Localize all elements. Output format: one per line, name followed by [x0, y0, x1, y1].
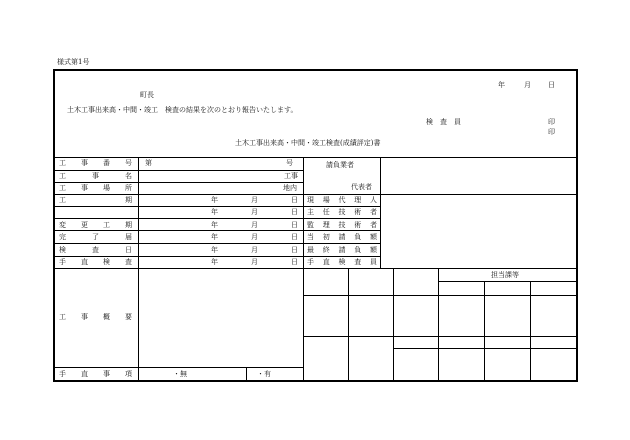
- label-column-line: [138, 157, 139, 380]
- date-month-label: 月: [524, 81, 531, 89]
- label-part: 工: [59, 172, 66, 180]
- date-month: 月: [251, 208, 258, 216]
- work-number-prefix: 第: [145, 159, 152, 167]
- frame-left: [53, 69, 55, 381]
- label-part: 技: [338, 208, 346, 216]
- date-year: 年: [211, 246, 218, 254]
- label-part: 負: [354, 233, 362, 241]
- label-part: 手: [307, 258, 314, 266]
- label-part: 工: [59, 313, 66, 321]
- date-day-label: 日: [548, 81, 555, 89]
- row-line: [53, 218, 380, 219]
- correction-none-option: ・無: [173, 370, 187, 378]
- date-day: 日: [291, 246, 298, 254]
- row-line: [53, 206, 380, 207]
- contractor-label: 請負業者: [326, 161, 354, 169]
- staff-header-line: [438, 281, 577, 282]
- label-part: 技: [338, 221, 346, 229]
- row-line: [53, 367, 303, 368]
- label-part: 概: [103, 313, 110, 321]
- row-label-correction-inspection: [59, 258, 132, 267]
- row-label-inspection-date: [59, 246, 132, 255]
- site-agent-label: [307, 196, 377, 205]
- form-number: 様式第1号: [57, 58, 90, 66]
- label-part: 理: [322, 221, 330, 229]
- label-part: 任: [322, 208, 330, 216]
- label-part: 初: [322, 233, 330, 241]
- label-part: 負: [354, 246, 362, 254]
- table-top-line: [53, 157, 577, 158]
- label-part: 事: [103, 370, 110, 378]
- correction-exists-option: ・有: [257, 370, 271, 378]
- row-label-construction-period: [59, 196, 132, 205]
- row-label-work-name: [59, 172, 132, 181]
- grid-column-line: [530, 281, 531, 380]
- frame-right: [576, 69, 578, 381]
- chief-engineer-label: [307, 208, 377, 217]
- grid-column-line: [438, 268, 439, 380]
- label-part: 者: [370, 221, 377, 229]
- supervising-engineer-label: [307, 221, 377, 230]
- row-line: [53, 256, 380, 257]
- label-part: 術: [354, 221, 362, 229]
- label-part: 当: [307, 233, 314, 241]
- final-contract-amount-label: [307, 246, 377, 255]
- row-line: [53, 182, 303, 183]
- label-part: 者: [370, 208, 377, 216]
- row-label-changed-period: [59, 221, 132, 230]
- label-part: 員: [370, 258, 377, 266]
- label-part: 事: [81, 313, 88, 321]
- row-label-work-location: [59, 184, 132, 193]
- intro-text: 土木工事出来高・中間・竣工 検査の結果を次のとおり報告いたします。: [67, 106, 298, 114]
- label-part: 工: [59, 159, 66, 167]
- date-year: 年: [211, 208, 218, 216]
- label-part: 変: [59, 221, 66, 229]
- label-part: 号: [125, 159, 132, 167]
- label-part: 請: [338, 246, 346, 254]
- date-year: 年: [211, 221, 218, 229]
- label-part: 手: [59, 258, 66, 266]
- label-part: 理: [354, 196, 362, 204]
- grid-column-line: [393, 268, 394, 380]
- row-label-completion-report: [59, 233, 132, 242]
- date-day: 日: [291, 221, 298, 229]
- date-year-label: 年: [498, 81, 505, 89]
- label-part: 要: [125, 313, 132, 321]
- label-part: 術: [354, 208, 362, 216]
- frame-top: [53, 69, 577, 71]
- label-part: 額: [370, 233, 377, 241]
- row-line: [53, 268, 577, 269]
- staff-section-header: 担当課等: [491, 271, 519, 279]
- label-part: 事: [81, 184, 88, 192]
- label-part: 日: [125, 246, 132, 254]
- label-part: 工: [59, 196, 66, 204]
- correction-inspector-label: [307, 258, 377, 267]
- seal-mark-1: 印: [548, 118, 555, 126]
- date-month: 月: [251, 196, 258, 204]
- representative-label: 代表者: [351, 183, 372, 191]
- work-number-suffix: 号: [286, 159, 293, 167]
- row-label-work-number: [59, 159, 132, 168]
- inspector-label: 検 査 員: [426, 118, 461, 126]
- label-part: 主: [307, 208, 314, 216]
- label-part: 了: [92, 233, 99, 241]
- label-part: 所: [125, 184, 132, 192]
- label-part: 検: [338, 258, 346, 266]
- correction-divider: [246, 367, 247, 380]
- label-part: 現: [307, 196, 314, 204]
- label-part: 工: [103, 221, 110, 229]
- label-part: 査: [125, 258, 132, 266]
- label-part: 検: [59, 246, 66, 254]
- date-day: 日: [291, 208, 298, 216]
- grid-line: [303, 295, 577, 296]
- row-line: [53, 170, 303, 171]
- date-day: 日: [291, 196, 298, 204]
- label-part: 額: [370, 246, 377, 254]
- label-part: 番: [103, 159, 110, 167]
- label-part: 直: [322, 258, 330, 266]
- date-month: 月: [251, 258, 258, 266]
- label-part: 事: [81, 159, 88, 167]
- label-part: 人: [370, 196, 377, 204]
- date-month: 月: [251, 221, 258, 229]
- label-part: 最: [307, 246, 314, 254]
- label-part: 査: [92, 246, 99, 254]
- date-year: 年: [211, 196, 218, 204]
- label-part: 期: [125, 221, 132, 229]
- label-part: 場: [103, 184, 110, 192]
- label-part: 直: [81, 258, 88, 266]
- location-suffix: 地内: [283, 184, 297, 192]
- date-month: 月: [251, 246, 258, 254]
- label-part: 代: [338, 196, 346, 204]
- label-part: 査: [354, 258, 362, 266]
- label-part: 項: [125, 370, 132, 378]
- grid-line: [303, 336, 577, 337]
- label-part: 届: [125, 233, 132, 241]
- work-outline-label: [59, 313, 132, 322]
- label-part: 手: [59, 370, 66, 378]
- date-day: 日: [291, 258, 298, 266]
- grid-column-line: [348, 268, 349, 380]
- label-part: 終: [322, 246, 330, 254]
- label-part: 場: [322, 196, 330, 204]
- report-title: 土木工事出来高・中間・竣工検査(成績評定)書: [235, 139, 381, 147]
- label-part: 工: [59, 184, 66, 192]
- correction-label: [59, 370, 132, 379]
- right-value-line: [380, 157, 381, 268]
- date-month: 月: [251, 233, 258, 241]
- label-part: 検: [103, 258, 110, 266]
- label-part: 直: [81, 370, 88, 378]
- initial-contract-amount-label: [307, 233, 377, 242]
- addressee: 町長: [140, 91, 154, 99]
- row-line: [53, 230, 380, 231]
- label-part: 期: [125, 196, 132, 204]
- label-part: 名: [125, 172, 132, 180]
- row-line: [53, 194, 577, 195]
- label-part: 完: [59, 233, 66, 241]
- label-part: 事: [92, 172, 99, 180]
- label-part: 監: [307, 221, 314, 229]
- grid-column-line: [484, 281, 485, 380]
- label-part: 更: [81, 221, 88, 229]
- grid-line: [393, 348, 577, 349]
- seal-mark-2: 印: [548, 128, 555, 136]
- date-year: 年: [211, 258, 218, 266]
- work-name-suffix: 工事: [284, 172, 298, 180]
- date-day: 日: [291, 233, 298, 241]
- label-part: 請: [338, 233, 346, 241]
- date-year: 年: [211, 233, 218, 241]
- middle-column-line: [303, 157, 304, 380]
- row-line: [53, 243, 380, 244]
- frame-bottom: [53, 380, 578, 382]
